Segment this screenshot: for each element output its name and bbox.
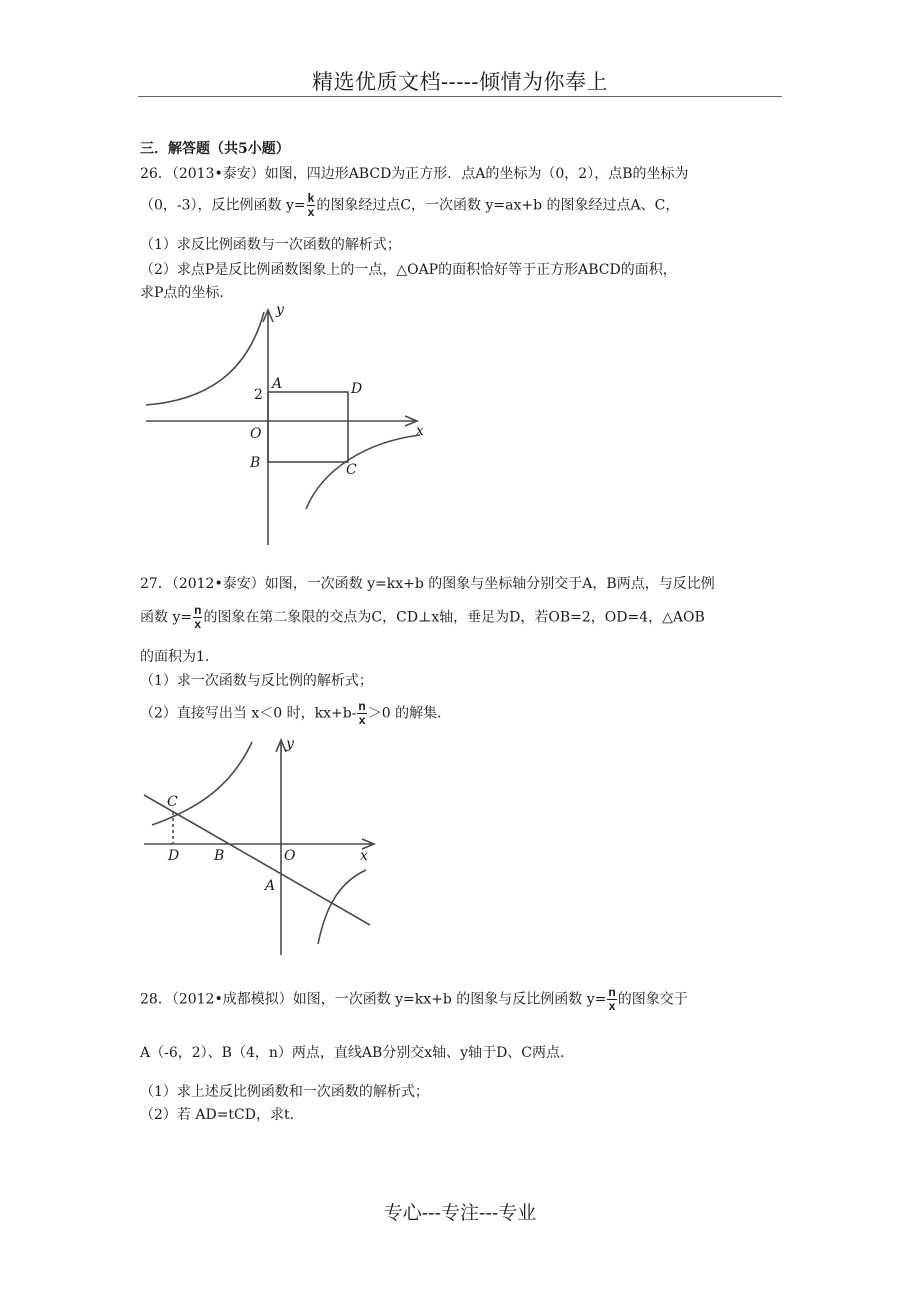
q27-frac2-num: n bbox=[358, 699, 366, 713]
q26-hyperbola-left bbox=[146, 312, 264, 405]
section-heading: 三．解答题（共5小题） bbox=[140, 141, 290, 157]
q27-figure bbox=[140, 730, 400, 960]
q27-frac-den: x bbox=[194, 617, 202, 631]
q26-line1: 26．（2013•泰安）如图，四边形ABCD为正方形．点A的坐标为（0，2），点B的坐标为 bbox=[140, 166, 689, 182]
q26-label-y: y bbox=[276, 302, 284, 318]
q26-label-o: O bbox=[250, 426, 262, 442]
header-divider bbox=[138, 96, 782, 97]
q28-frac-den: x bbox=[608, 999, 616, 1013]
q26-hyperbola-right bbox=[306, 435, 420, 509]
q26-line2-end: 的图象经过点C，一次函数 y=ax+b 的图象经过点A、C， bbox=[316, 197, 680, 214]
q26-label-d: D bbox=[351, 381, 363, 397]
page-footer-title: 专心---专注---专业 bbox=[383, 1202, 537, 1224]
q28-line1-start: 28．（2012•成都模拟）如图，一次函数 y=kx+b 的图象与反比例函数 y= bbox=[140, 991, 607, 1008]
q27-label-b: B bbox=[214, 848, 225, 864]
q26-label-x: x bbox=[416, 423, 424, 439]
q28-line1-end: 的图象交于 bbox=[617, 991, 688, 1008]
q28-frac-num: n bbox=[608, 985, 616, 999]
q27-line1: 27．（2012•泰安）如图，一次函数 y=kx+b 的图象与坐标轴分别交于A，B两点，与反比例 bbox=[140, 576, 715, 592]
q26-line2-start: （0，-3），反比例函数 y= bbox=[140, 197, 306, 214]
q27-line2-start: 函数 y= bbox=[140, 609, 193, 626]
q26-line4: （2）求点P是反比例函数图象上的一点，△OAP的面积恰好等于正方形ABCD的面积， bbox=[140, 262, 677, 278]
q28-line3: （1）求上述反比例函数和一次函数的解析式； bbox=[140, 1084, 429, 1100]
q26-fraction bbox=[307, 192, 316, 219]
q27-label-c: C bbox=[167, 794, 178, 810]
q26-figure bbox=[140, 300, 440, 550]
q28-fraction bbox=[607, 986, 616, 1013]
q27-label-o: O bbox=[284, 848, 296, 864]
q27-hyperbola-right bbox=[318, 870, 366, 944]
q26-square-abcd bbox=[268, 392, 348, 462]
q26-line2 bbox=[140, 192, 679, 219]
q27-label-d: D bbox=[168, 848, 180, 864]
q27-line5-start: （2）直接写出当 x＜0 时，kx+b- bbox=[140, 705, 357, 722]
q27-line2 bbox=[140, 604, 705, 631]
q27-label-y: y bbox=[286, 736, 294, 752]
q27-frac2-den: x bbox=[358, 713, 366, 727]
q27-fraction bbox=[193, 604, 202, 631]
q26-frac-den: x bbox=[307, 205, 315, 219]
q28-line2: A（-6，2）、B（4，n）两点，直线AB分别交x轴、y轴于D、C两点． bbox=[140, 1045, 575, 1061]
q27-frac-num: n bbox=[194, 603, 202, 617]
q28-line1 bbox=[140, 986, 688, 1013]
q27-label-x: x bbox=[360, 848, 368, 864]
q27-line2-end: 的图象在第二象限的交点为C，CD⊥x轴，垂足为D，若OB=2，OD=4，△AOB bbox=[203, 609, 705, 626]
q27-fraction-2 bbox=[357, 700, 366, 727]
q27-line4: （1）求一次函数与反比例的解析式； bbox=[140, 673, 373, 689]
q26-line5: 求P点的坐标． bbox=[140, 285, 234, 301]
page-header-title: 精选优质文档-----倾情为你奉上 bbox=[312, 70, 608, 94]
q27-line3: 的面积为1． bbox=[140, 649, 219, 665]
q26-label-2: 2 bbox=[254, 387, 263, 403]
q26-label-c: C bbox=[346, 462, 357, 478]
q26-label-b: B bbox=[250, 455, 261, 471]
q26-frac-num: k bbox=[307, 191, 315, 205]
q26-line3: （1）求反比例函数与一次函数的解析式； bbox=[140, 237, 401, 253]
q28-line4: （2）若 AD=tCD，求t． bbox=[140, 1107, 304, 1123]
q27-line5-end: ＞0 的解集． bbox=[367, 705, 452, 722]
q27-hyperbola-left bbox=[152, 742, 252, 825]
q27-line5 bbox=[140, 700, 451, 727]
q26-label-a: A bbox=[272, 376, 283, 392]
q27-label-a: A bbox=[265, 878, 276, 894]
